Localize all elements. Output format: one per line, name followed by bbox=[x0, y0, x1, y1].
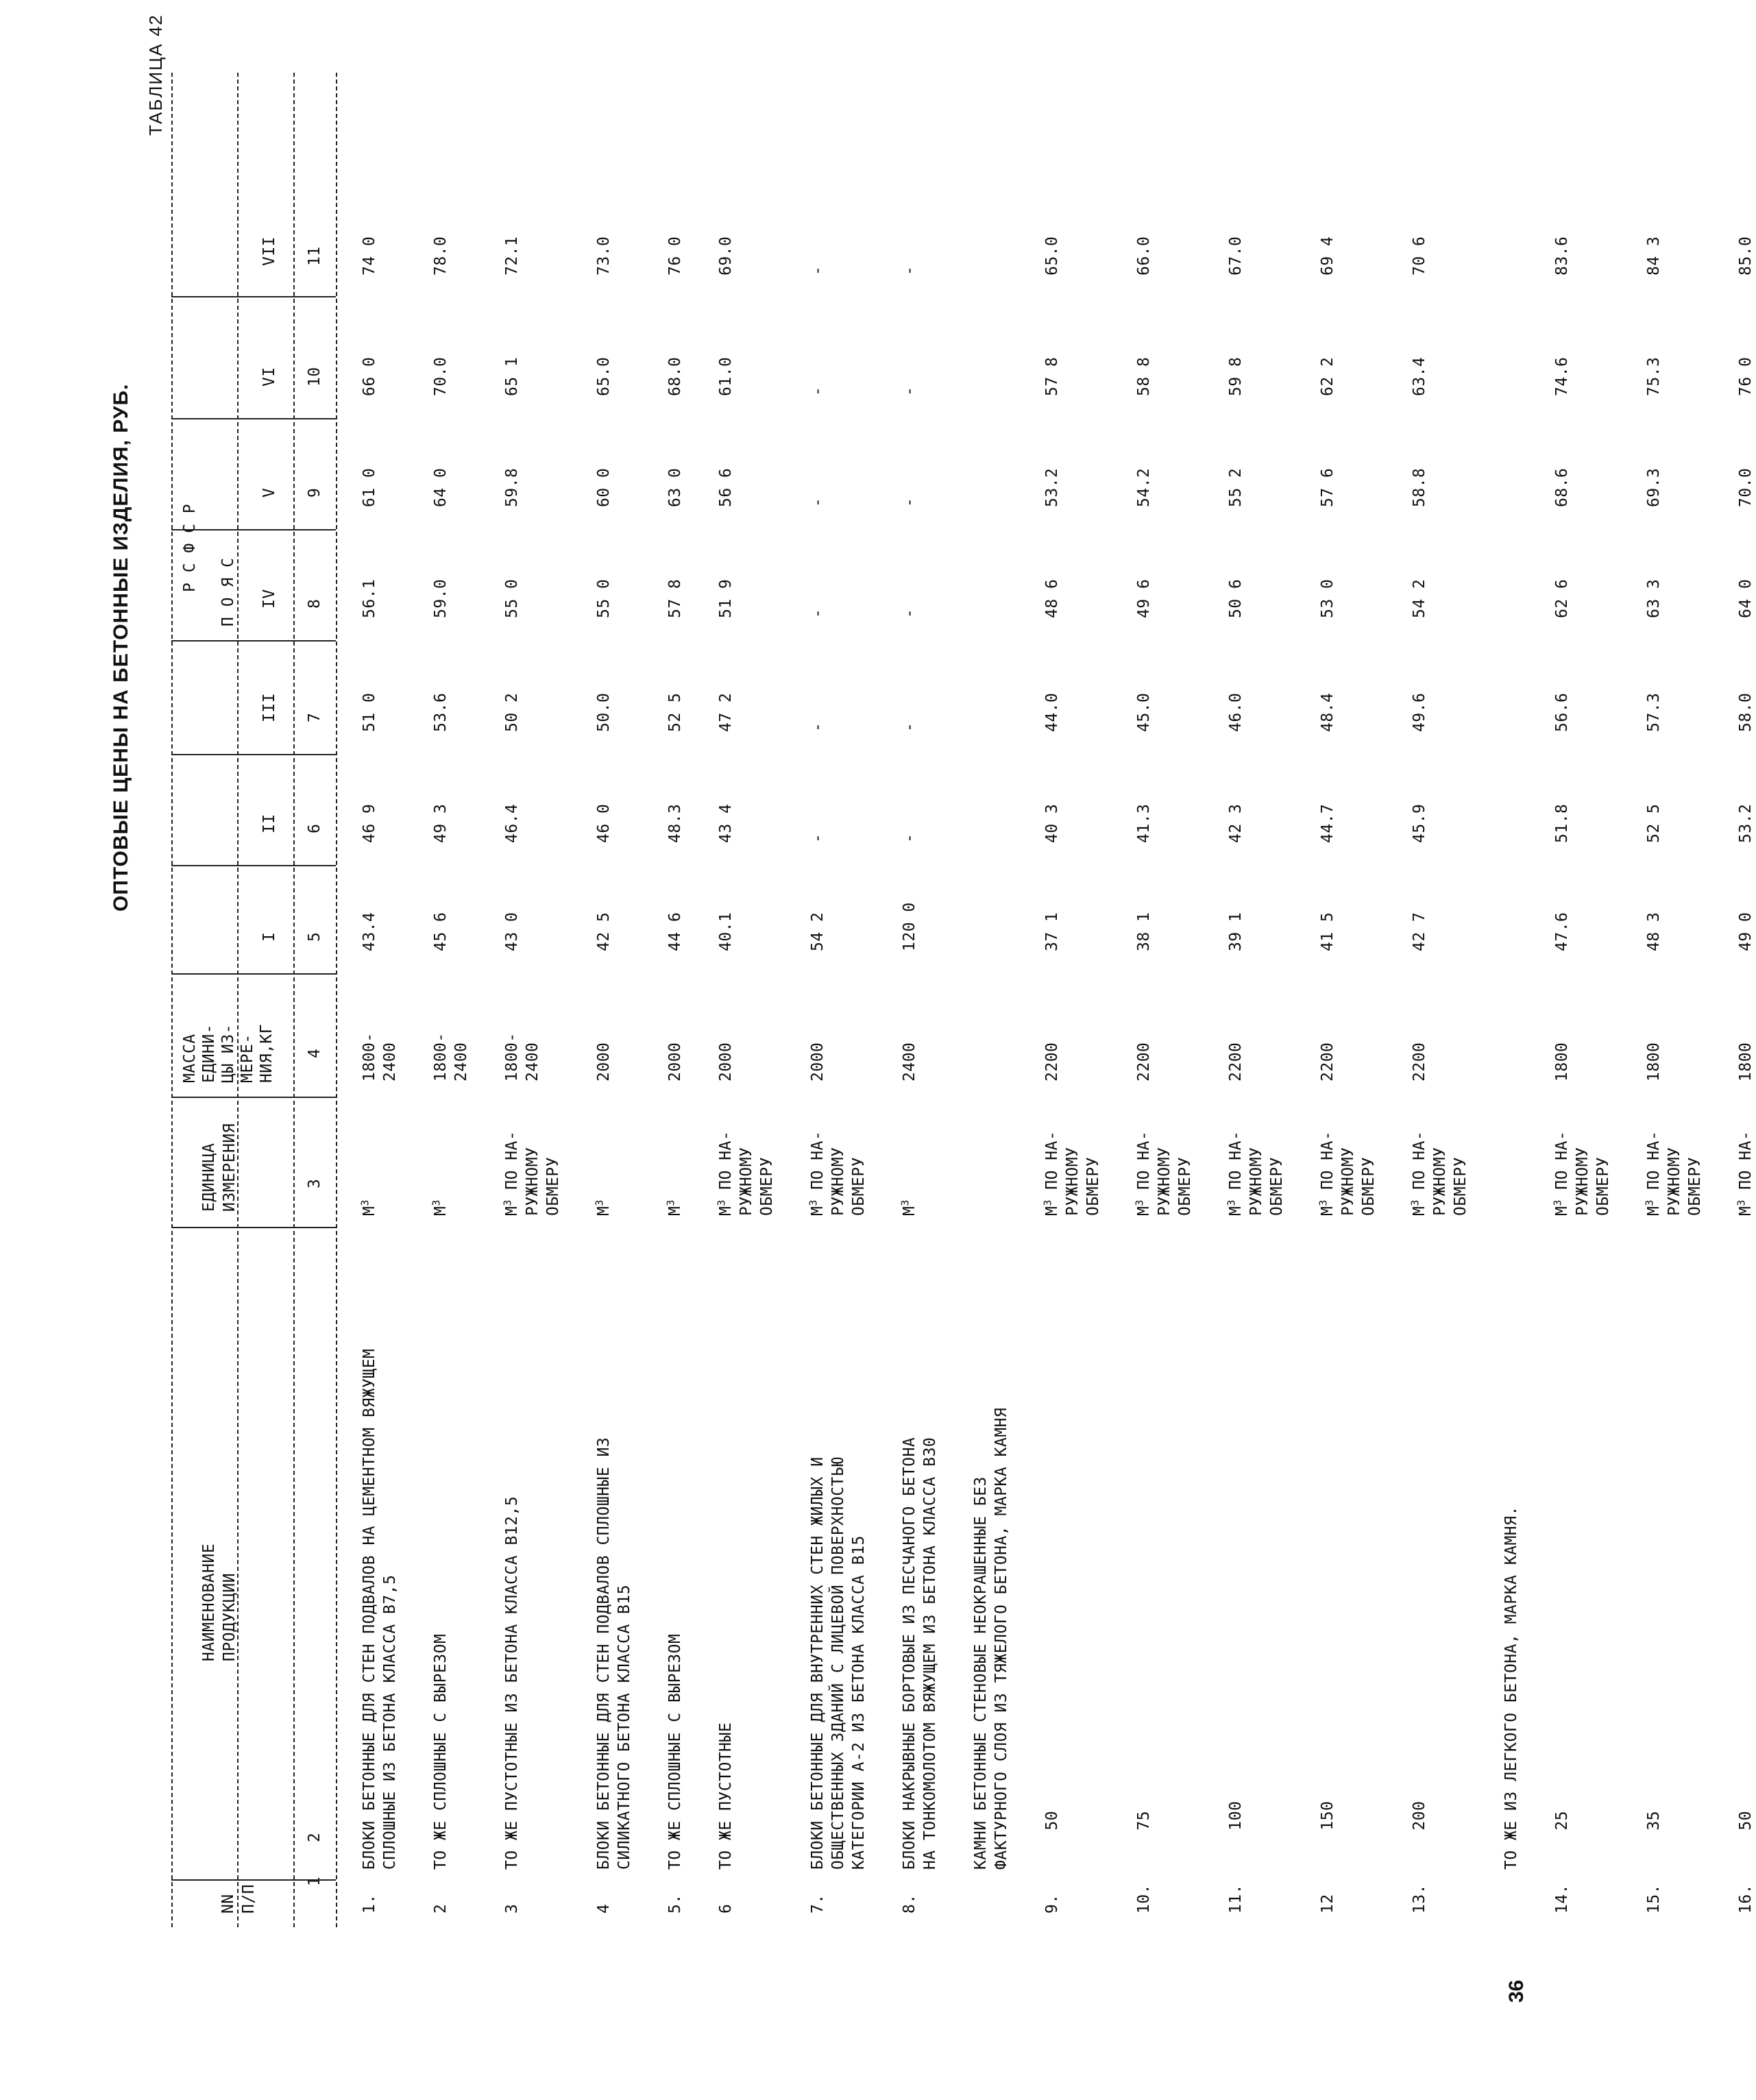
row-price-zone-2: 53.2 bbox=[1737, 803, 1755, 843]
row-nn: 7. bbox=[809, 1894, 827, 1914]
row-unit-cont: ОБМЕРУ bbox=[1686, 1156, 1704, 1216]
row-price-zone-3: 52 5 bbox=[666, 692, 684, 732]
table-rule bbox=[171, 73, 173, 1927]
row-unit-cont: ОБМЕРУ bbox=[1268, 1156, 1286, 1216]
header-col-number: 10 bbox=[306, 367, 324, 387]
row-unit-cont: ОБМЕРУ bbox=[1084, 1156, 1102, 1216]
unit-text: ПО НА- bbox=[1645, 1130, 1663, 1200]
row-unit bbox=[1409, 1131, 1430, 1216]
row-name: 75 bbox=[1135, 1810, 1153, 1870]
row-price-zone-6: 57 8 bbox=[1043, 356, 1061, 396]
row-price-zone-7: 65.0 bbox=[1043, 236, 1061, 276]
row-price-zone-7: 73.0 bbox=[595, 236, 613, 276]
row-price-zone-2: 41.3 bbox=[1135, 803, 1153, 843]
row-price-zone-3: 47 2 bbox=[717, 692, 735, 732]
row-unit bbox=[1735, 1131, 1756, 1216]
header-name: ПРОДУКЦИИ bbox=[221, 1572, 239, 1661]
header-nn: NN bbox=[219, 1894, 237, 1914]
header-col-number: 5 bbox=[306, 931, 324, 942]
row-price-zone-6: 74.6 bbox=[1553, 356, 1571, 396]
unit-superscript: 3 bbox=[1041, 1199, 1054, 1206]
row-price-zone-4: 57 8 bbox=[666, 578, 684, 618]
row-mass: 2200 bbox=[1227, 1042, 1245, 1082]
row-price-zone-6: 58 8 bbox=[1135, 356, 1153, 396]
row-price-zone-6: - bbox=[901, 386, 918, 396]
unit-symbol: М bbox=[1043, 1206, 1061, 1216]
row-mass: 2400 bbox=[524, 1042, 541, 1082]
row-name: БЛОКИ НАКРЫВНЫЕ БОРТОВЫЕ ИЗ ПЕСЧАНОГО БЕТОНА bbox=[901, 1437, 918, 1870]
row-price-zone-6: 62 2 bbox=[1319, 356, 1337, 396]
row-price-zone-1: 40.1 bbox=[717, 912, 735, 951]
row-name: 25 bbox=[1553, 1810, 1571, 1870]
header-col-number: 9 bbox=[306, 487, 324, 498]
row-price-zone-5: 68.6 bbox=[1553, 467, 1571, 507]
row-price-zone-2: 45.9 bbox=[1411, 803, 1428, 843]
header-mass: МАССА bbox=[181, 1034, 199, 1083]
header-group-poyas: П О Я С bbox=[219, 557, 237, 626]
header-mass: ЕДИНИ- bbox=[200, 1023, 218, 1083]
row-unit bbox=[899, 1199, 920, 1216]
unit-symbol: М bbox=[503, 1206, 521, 1216]
unit-superscript: 3 bbox=[1735, 1199, 1748, 1206]
row-price-zone-1: 41 5 bbox=[1319, 912, 1337, 951]
row-nn: 1. bbox=[361, 1894, 378, 1914]
row-mass: 2000 bbox=[717, 1042, 735, 1082]
row-nn: 3 bbox=[503, 1903, 521, 1914]
row-price-zone-6: - bbox=[809, 386, 827, 396]
unit-text: ПО НА- bbox=[1411, 1130, 1428, 1200]
row-unit-cont: РУЖНОМУ bbox=[524, 1147, 541, 1216]
row-mass: 2400 bbox=[452, 1042, 470, 1082]
header-col-number: 11 bbox=[306, 246, 324, 266]
page-number: 36 bbox=[1505, 1979, 1528, 2003]
row-mass: 1800 bbox=[1645, 1042, 1663, 1082]
unit-superscript: 3 bbox=[807, 1199, 820, 1206]
unit-symbol: М bbox=[361, 1206, 378, 1216]
row-nn: 16. bbox=[1737, 1883, 1755, 1914]
row-price-zone-2: 43 4 bbox=[717, 803, 735, 843]
row-price-zone-1: 44 6 bbox=[666, 912, 684, 951]
row-nn: 12 bbox=[1319, 1894, 1337, 1914]
row-unit bbox=[1644, 1131, 1664, 1216]
row-price-zone-3: 46.0 bbox=[1227, 692, 1245, 732]
table-rule bbox=[336, 73, 337, 1927]
row-price-zone-1: 120 0 bbox=[901, 902, 918, 951]
row-unit-cont: РУЖНОМУ bbox=[1339, 1147, 1357, 1216]
row-price-zone-5: - bbox=[809, 497, 827, 507]
row-name: ОБЩЕСТВЕННЫХ ЗДАНИЙ С ЛИЦЕВОЙ ПОВЕРХНОСТЬЮ bbox=[829, 1456, 847, 1870]
row-price-zone-1: 43 0 bbox=[503, 912, 521, 951]
row-price-zone-7: 76 0 bbox=[666, 236, 684, 276]
table-rule bbox=[293, 73, 295, 1927]
row-unit bbox=[665, 1199, 685, 1216]
row-unit-cont: РУЖНОМУ bbox=[1156, 1147, 1173, 1216]
row-unit-cont: ОБМЕРУ bbox=[1360, 1156, 1378, 1216]
row-price-zone-7: 83.6 bbox=[1553, 236, 1571, 276]
column-separator bbox=[171, 1879, 336, 1881]
row-name: СПЛОШНЫЕ ИЗ БЕТОНА КЛАССА В7,5 bbox=[381, 1574, 399, 1870]
row-nn: 2 bbox=[432, 1903, 450, 1914]
unit-text: ПО НА- bbox=[1043, 1130, 1061, 1200]
row-price-zone-3: 57.3 bbox=[1645, 692, 1663, 732]
row-price-zone-1: 45 6 bbox=[432, 912, 450, 951]
row-name: ТО ЖЕ ПУСТОТНЫЕ ИЗ БЕТОНА КЛАССА В12,5 bbox=[503, 1495, 521, 1870]
column-separator bbox=[171, 865, 336, 866]
row-price-zone-5: 58.8 bbox=[1411, 467, 1428, 507]
row-price-zone-2: 42 3 bbox=[1227, 803, 1245, 843]
row-unit bbox=[1134, 1131, 1154, 1216]
row-unit-cont: ОБМЕРУ bbox=[758, 1156, 776, 1216]
row-price-zone-2: 46.4 bbox=[503, 803, 521, 843]
row-unit-cont: РУЖНОМУ bbox=[737, 1147, 755, 1216]
header-col-number: 8 bbox=[306, 598, 324, 609]
row-price-zone-7: 70 6 bbox=[1411, 236, 1428, 276]
unit-text: ПО НА- bbox=[809, 1130, 827, 1200]
row-price-zone-1: 49 0 bbox=[1737, 912, 1755, 951]
row-price-zone-7: 69.0 bbox=[717, 236, 735, 276]
row-price-zone-5: 63 0 bbox=[666, 467, 684, 507]
row-price-zone-5: 70.0 bbox=[1737, 467, 1755, 507]
header-mass: МЕРЕ- bbox=[239, 1034, 256, 1083]
row-price-zone-2: - bbox=[901, 833, 918, 843]
row-price-zone-5: 54.2 bbox=[1135, 467, 1153, 507]
column-separator bbox=[171, 973, 336, 975]
row-price-zone-2: 46 0 bbox=[595, 803, 613, 843]
row-price-zone-6: 65.0 bbox=[595, 356, 613, 396]
column-separator bbox=[171, 296, 336, 297]
row-price-zone-1: 48 3 bbox=[1645, 912, 1663, 951]
row-nn: 15. bbox=[1645, 1883, 1663, 1914]
row-nn: 6 bbox=[717, 1903, 735, 1914]
row-name: ТО ЖЕ ИЗ ЛЕГКОГО БЕТОНА, МАРКА КАМНЯ. bbox=[1502, 1506, 1520, 1870]
row-price-zone-6: 68.0 bbox=[666, 356, 684, 396]
unit-text: ПО НА- bbox=[1737, 1130, 1755, 1200]
header-zone: I bbox=[260, 931, 278, 942]
row-price-zone-3: 53.6 bbox=[432, 692, 450, 732]
unit-text: ПО НА- bbox=[717, 1130, 735, 1200]
unit-superscript: 3 bbox=[1133, 1199, 1146, 1206]
row-unit bbox=[594, 1199, 614, 1216]
row-price-zone-6: 59 8 bbox=[1227, 356, 1245, 396]
unit-text: ПО НА- bbox=[1319, 1130, 1337, 1200]
unit-superscript: 3 bbox=[664, 1199, 677, 1206]
header-col-number: 3 bbox=[306, 1178, 324, 1188]
row-mass: 1800 bbox=[1737, 1042, 1755, 1082]
row-price-zone-1: 38 1 bbox=[1135, 912, 1153, 951]
header-nn: П/П bbox=[240, 1883, 258, 1914]
header-col-number: 4 bbox=[306, 1048, 324, 1058]
column-separator bbox=[171, 529, 336, 530]
unit-superscript: 3 bbox=[1225, 1199, 1238, 1206]
row-price-zone-6: 75.3 bbox=[1645, 356, 1663, 396]
unit-superscript: 3 bbox=[1409, 1199, 1422, 1206]
header-zone: III bbox=[260, 692, 278, 722]
row-price-zone-4: 55 0 bbox=[595, 578, 613, 618]
row-unit bbox=[1552, 1131, 1572, 1216]
unit-superscript: 3 bbox=[593, 1199, 606, 1206]
row-name: СИЛИКАТНОГО БЕТОНА КЛАССА В15 bbox=[615, 1584, 633, 1870]
row-price-zone-4: 56.1 bbox=[361, 578, 378, 618]
row-price-zone-2: 40 3 bbox=[1043, 803, 1061, 843]
row-price-zone-7: 78.0 bbox=[432, 236, 450, 276]
unit-symbol: М bbox=[595, 1206, 613, 1216]
row-unit bbox=[807, 1131, 828, 1216]
header-col-number: 2 bbox=[306, 1832, 324, 1842]
header-col-number: 7 bbox=[306, 712, 324, 722]
header-unit: ИЗМЕРЕНИЯ bbox=[221, 1123, 239, 1212]
header-mass: ЦЫ ИЗ- bbox=[219, 1023, 237, 1083]
row-price-zone-1: 39 1 bbox=[1227, 912, 1245, 951]
header-mass: НИЯ,КГ bbox=[258, 1023, 276, 1083]
row-price-zone-6: 63.4 bbox=[1411, 356, 1428, 396]
row-unit-cont: ОБМЕРУ bbox=[1594, 1156, 1612, 1216]
row-mass: 1800 bbox=[1553, 1042, 1571, 1082]
row-price-zone-1: 37 1 bbox=[1043, 912, 1061, 951]
row-mass: 2200 bbox=[1319, 1042, 1337, 1082]
row-price-zone-7: - bbox=[901, 265, 918, 276]
unit-symbol: М bbox=[901, 1206, 918, 1216]
row-price-zone-2: 51.8 bbox=[1553, 803, 1571, 843]
row-price-zone-1: 54 2 bbox=[809, 912, 827, 951]
row-price-zone-2: 49 3 bbox=[432, 803, 450, 843]
unit-symbol: М bbox=[717, 1206, 735, 1216]
row-name: 150 bbox=[1319, 1800, 1337, 1870]
row-unit-cont: РУЖНОМУ bbox=[1666, 1147, 1683, 1216]
row-price-zone-1: 47.6 bbox=[1553, 912, 1571, 951]
unit-superscript: 3 bbox=[430, 1199, 443, 1206]
unit-superscript: 3 bbox=[715, 1199, 728, 1206]
column-separator bbox=[171, 1097, 336, 1098]
row-price-zone-4: 48 6 bbox=[1043, 578, 1061, 618]
row-price-zone-1: 43.4 bbox=[361, 912, 378, 951]
row-mass: 2400 bbox=[901, 1042, 918, 1082]
row-name: 35 bbox=[1645, 1810, 1663, 1870]
unit-symbol: М bbox=[1737, 1206, 1755, 1216]
row-price-zone-4: - bbox=[901, 608, 918, 618]
row-price-zone-6: 65 1 bbox=[503, 356, 521, 396]
unit-superscript: 3 bbox=[1551, 1199, 1564, 1206]
unit-symbol: М bbox=[1645, 1206, 1663, 1216]
row-unit-cont: ОБМЕРУ bbox=[850, 1156, 868, 1216]
row-nn: 10. bbox=[1135, 1883, 1153, 1914]
header-zone: IV bbox=[260, 589, 278, 609]
row-price-zone-3: 44.0 bbox=[1043, 692, 1061, 732]
row-name: ТО ЖЕ СПЛОШНЫЕ С ВЫРЕЗОМ bbox=[666, 1633, 684, 1870]
row-name: КАТЕГОРИИ А-2 ИЗ БЕТОНА КЛАССА В15 bbox=[850, 1535, 868, 1870]
column-separator bbox=[171, 418, 336, 419]
row-price-zone-5: 60 0 bbox=[595, 467, 613, 507]
unit-superscript: 3 bbox=[1643, 1199, 1656, 1206]
unit-symbol: М bbox=[666, 1206, 684, 1216]
row-price-zone-2: - bbox=[809, 833, 827, 843]
row-price-zone-4: - bbox=[809, 608, 827, 618]
header-zone: VI bbox=[260, 367, 278, 387]
row-name: БЛОКИ БЕТОННЫЕ ДЛЯ СТЕН ПОДВАЛОВ НА ЦЕМЕНТНОМ ВЯЖУЩЕМ bbox=[361, 1348, 378, 1870]
column-separator bbox=[171, 640, 336, 642]
row-mass: 1800- bbox=[503, 1032, 521, 1082]
row-nn: 11. bbox=[1227, 1883, 1245, 1914]
row-unit-cont: РУЖНОМУ bbox=[1574, 1147, 1592, 1216]
column-separator bbox=[171, 1227, 336, 1228]
row-name: ФАКТУРНОГО СЛОЯ ИЗ ТЯЖЕЛОГО БЕТОНА, МАРКА КАМНЯ bbox=[992, 1407, 1010, 1870]
row-price-zone-6: 76 0 bbox=[1737, 356, 1755, 396]
header-col-number: 6 bbox=[306, 823, 324, 833]
unit-superscript: 3 bbox=[899, 1199, 912, 1206]
row-unit-cont: РУЖНОМУ bbox=[829, 1147, 847, 1216]
table-label: ТАБЛИЦА 42 bbox=[145, 14, 166, 136]
row-price-zone-6: 66 0 bbox=[361, 356, 378, 396]
row-price-zone-7: 84 3 bbox=[1645, 236, 1663, 276]
row-price-zone-1: 42 7 bbox=[1411, 912, 1428, 951]
row-name: НА ТОНКОМОЛОТОМ ВЯЖУЩЕМ ИЗ БЕТОНА КЛАССА В30 bbox=[921, 1437, 939, 1870]
unit-symbol: М bbox=[1135, 1206, 1153, 1216]
row-price-zone-7: 69 4 bbox=[1319, 236, 1337, 276]
row-name: 100 bbox=[1227, 1800, 1245, 1870]
row-price-zone-3: 51 0 bbox=[361, 692, 378, 732]
row-nn: 9. bbox=[1043, 1894, 1061, 1914]
row-name: ТО ЖЕ ПУСТОТНЫЕ bbox=[717, 1722, 735, 1870]
row-price-zone-4: 59.0 bbox=[432, 578, 450, 618]
unit-text: ПО НА- bbox=[1135, 1130, 1153, 1200]
row-price-zone-3: - bbox=[901, 722, 918, 732]
row-nn: 4 bbox=[595, 1903, 613, 1914]
row-nn: 8. bbox=[901, 1894, 918, 1914]
row-price-zone-5: - bbox=[901, 497, 918, 507]
page-title: ОПТОВЫЕ ЦЕНЫ НА БЕТОННЫЕ ИЗДЕЛИЯ, РУБ. bbox=[110, 383, 132, 912]
header-zone: V bbox=[260, 487, 278, 498]
header-unit: ЕДИНИЦА bbox=[200, 1143, 218, 1212]
row-price-zone-4: 63 3 bbox=[1645, 578, 1663, 618]
row-price-zone-5: 69.3 bbox=[1645, 467, 1663, 507]
row-unit-cont: РУЖНОМУ bbox=[1247, 1147, 1265, 1216]
row-mass: 2200 bbox=[1135, 1042, 1153, 1082]
row-mass: 2400 bbox=[381, 1042, 399, 1082]
row-price-zone-3: 58.0 bbox=[1737, 692, 1755, 732]
row-unit bbox=[502, 1131, 522, 1216]
row-price-zone-5: 53.2 bbox=[1043, 467, 1061, 507]
row-unit-cont: РУЖНОМУ bbox=[1431, 1147, 1449, 1216]
row-price-zone-7: 72.1 bbox=[503, 236, 521, 276]
row-price-zone-3: 48.4 bbox=[1319, 692, 1337, 732]
table-rule bbox=[237, 73, 239, 1927]
unit-symbol: М bbox=[809, 1206, 827, 1216]
unit-symbol: М bbox=[1227, 1206, 1245, 1216]
row-price-zone-4: 64 0 bbox=[1737, 578, 1755, 618]
row-unit bbox=[1317, 1131, 1338, 1216]
row-price-zone-7: 74 0 bbox=[361, 236, 378, 276]
row-price-zone-5: 61 0 bbox=[361, 467, 378, 507]
header-zone: VII bbox=[260, 236, 278, 266]
unit-superscript: 3 bbox=[1317, 1199, 1330, 1206]
row-price-zone-1: 42 5 bbox=[595, 912, 613, 951]
row-mass: 1800- bbox=[432, 1032, 450, 1082]
row-price-zone-5: 59.8 bbox=[503, 467, 521, 507]
row-price-zone-4: 62 6 bbox=[1553, 578, 1571, 618]
row-price-zone-5: 56 6 bbox=[717, 467, 735, 507]
row-unit bbox=[430, 1199, 451, 1216]
row-mass: 2000 bbox=[666, 1042, 684, 1082]
row-price-zone-5: 64 0 bbox=[432, 467, 450, 507]
row-price-zone-5: 55 2 bbox=[1227, 467, 1245, 507]
row-price-zone-4: 50 6 bbox=[1227, 578, 1245, 618]
row-name: 50 bbox=[1737, 1810, 1755, 1870]
row-mass: 2200 bbox=[1411, 1042, 1428, 1082]
row-nn: 13. bbox=[1411, 1883, 1428, 1914]
row-price-zone-4: 54 2 bbox=[1411, 578, 1428, 618]
row-price-zone-3: 56.6 bbox=[1553, 692, 1571, 732]
row-name: ТО ЖЕ СПЛОШНЫЕ С ВЫРЕЗОМ bbox=[432, 1633, 450, 1870]
row-price-zone-7: 85.0 bbox=[1737, 236, 1755, 276]
row-price-zone-6: 61.0 bbox=[717, 356, 735, 396]
row-price-zone-5: 57 6 bbox=[1319, 467, 1337, 507]
unit-superscript: 3 bbox=[358, 1199, 371, 1206]
row-unit-cont: ОБМЕРУ bbox=[1176, 1156, 1194, 1216]
row-mass: 2200 bbox=[1043, 1042, 1061, 1082]
unit-text: ПО НА- bbox=[1553, 1130, 1571, 1200]
row-unit-cont: РУЖНОМУ bbox=[1064, 1147, 1082, 1216]
row-price-zone-7: 67.0 bbox=[1227, 236, 1245, 276]
row-price-zone-7: - bbox=[809, 265, 827, 276]
row-unit bbox=[1042, 1131, 1062, 1216]
row-price-zone-3: 49.6 bbox=[1411, 692, 1428, 732]
row-price-zone-2: 52 5 bbox=[1645, 803, 1663, 843]
row-price-zone-3: 50.0 bbox=[595, 692, 613, 732]
header-group-rsfsr: Р С Ф С Р bbox=[181, 503, 199, 592]
row-name: БЛОКИ БЕТОННЫЕ ДЛЯ СТЕН ПОДВАЛОВ СПЛОШНЫЕ ИЗ bbox=[595, 1437, 613, 1870]
row-nn: 14. bbox=[1553, 1883, 1571, 1914]
row-unit bbox=[359, 1199, 380, 1216]
unit-symbol: М bbox=[1411, 1206, 1428, 1216]
unit-text: ПО НА- bbox=[503, 1130, 521, 1200]
row-name: 200 bbox=[1411, 1800, 1428, 1870]
row-unit-cont: ОБМЕРУ bbox=[544, 1156, 562, 1216]
row-price-zone-2: 48.3 bbox=[666, 803, 684, 843]
row-price-zone-3: - bbox=[809, 722, 827, 732]
row-price-zone-7: 66.0 bbox=[1135, 236, 1153, 276]
row-nn: 5. bbox=[666, 1894, 684, 1914]
row-price-zone-2: 44.7 bbox=[1319, 803, 1337, 843]
unit-symbol: М bbox=[1319, 1206, 1337, 1216]
row-price-zone-4: 55 0 bbox=[503, 578, 521, 618]
unit-symbol: М bbox=[432, 1206, 450, 1216]
row-price-zone-4: 49 6 bbox=[1135, 578, 1153, 618]
unit-text: ПО НА- bbox=[1227, 1130, 1245, 1200]
row-price-zone-4: 51 9 bbox=[717, 578, 735, 618]
row-price-zone-3: 45.0 bbox=[1135, 692, 1153, 732]
header-zone: II bbox=[260, 814, 278, 833]
row-unit-cont: ОБМЕРУ bbox=[1452, 1156, 1470, 1216]
row-price-zone-3: 50 2 bbox=[503, 692, 521, 732]
row-mass: 1800- bbox=[361, 1032, 378, 1082]
header-col-number: 1 bbox=[306, 1876, 324, 1886]
unit-superscript: 3 bbox=[501, 1199, 514, 1206]
row-price-zone-4: 53 0 bbox=[1319, 578, 1337, 618]
row-price-zone-6: 70.0 bbox=[432, 356, 450, 396]
row-mass: 2000 bbox=[809, 1042, 827, 1082]
row-unit bbox=[1225, 1131, 1246, 1216]
row-name: БЛОКИ БЕТОННЫЕ ДЛЯ ВНУТРЕННИХ СТЕН ЖИЛЫХ И bbox=[809, 1456, 827, 1870]
unit-symbol: М bbox=[1553, 1206, 1571, 1216]
row-mass: 2000 bbox=[595, 1042, 613, 1082]
row-unit bbox=[716, 1131, 736, 1216]
column-separator bbox=[171, 754, 336, 755]
row-name: КАМНИ БЕТОННЫЕ СТЕНОВЫЕ НЕОКРАШЕННЫЕ БЕЗ bbox=[972, 1476, 990, 1870]
header-name: НАИМЕНОВАНИЕ bbox=[200, 1543, 218, 1661]
row-price-zone-2: 46 9 bbox=[361, 803, 378, 843]
row-name: 50 bbox=[1043, 1810, 1061, 1870]
